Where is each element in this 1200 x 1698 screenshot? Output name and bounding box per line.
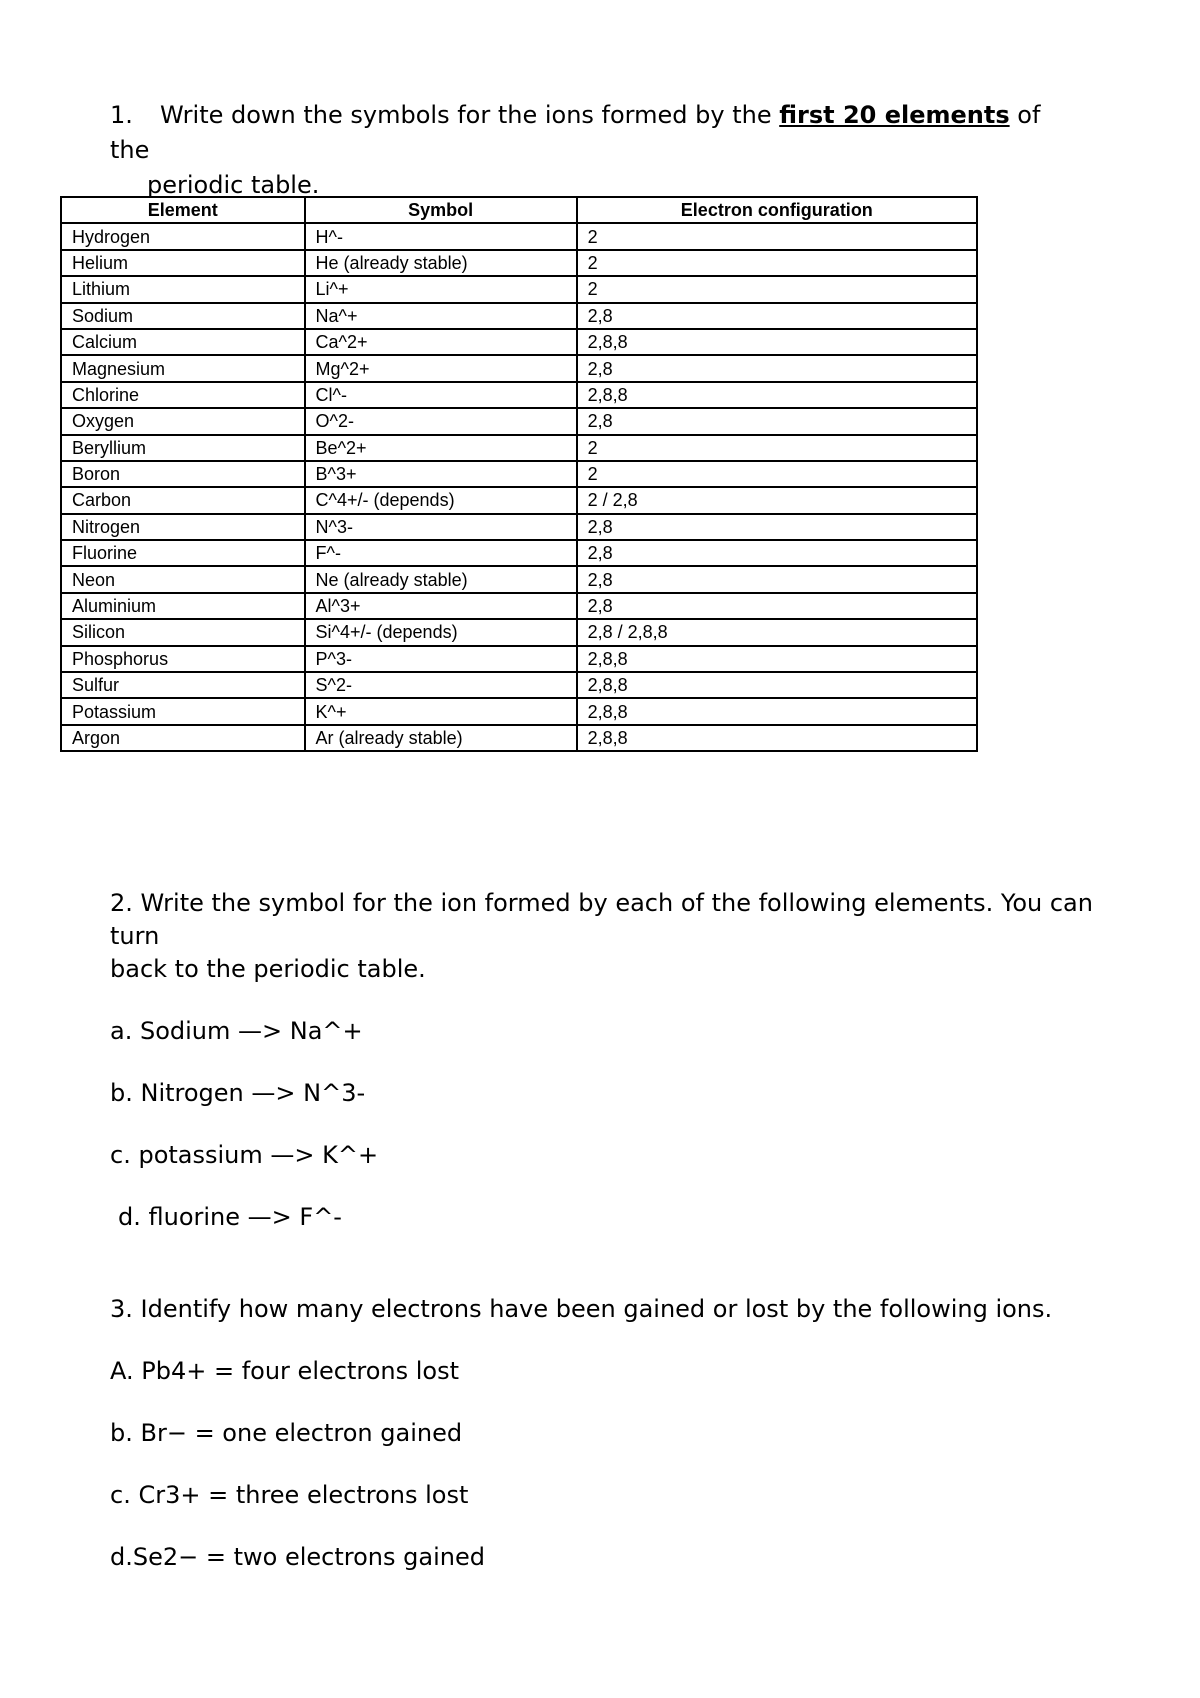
cell-element: Sodium bbox=[61, 303, 305, 329]
cell-element: Silicon bbox=[61, 619, 305, 645]
cell-electron-configuration: 2,8,8 bbox=[577, 329, 977, 355]
cell-element: Chlorine bbox=[61, 382, 305, 408]
table-row bbox=[61, 566, 977, 592]
cell-element: Sulfur bbox=[61, 672, 305, 698]
cell-symbol: Ca^2+ bbox=[305, 329, 577, 355]
cell-symbol: F^- bbox=[305, 540, 577, 566]
cell-symbol: C^4+/- (depends) bbox=[305, 487, 577, 513]
question-3-answer-b: b. Br− = one electron gained bbox=[110, 1419, 463, 1447]
cell-symbol: O^2- bbox=[305, 408, 577, 434]
question-1-line-2: periodic table. bbox=[147, 171, 320, 199]
cell-element: Carbon bbox=[61, 487, 305, 513]
question-1 bbox=[110, 98, 1070, 203]
table-row bbox=[61, 276, 977, 302]
cell-element: Argon bbox=[61, 725, 305, 751]
question-1-text-after: of the bbox=[110, 101, 1041, 164]
cell-element: Aluminium bbox=[61, 593, 305, 619]
header-element: Element bbox=[61, 197, 305, 223]
cell-symbol: He (already stable) bbox=[305, 250, 577, 276]
cell-element: Helium bbox=[61, 250, 305, 276]
cell-element: Potassium bbox=[61, 698, 305, 724]
question-3-answers bbox=[110, 1355, 1110, 1603]
cell-electron-configuration: 2,8 bbox=[577, 514, 977, 540]
cell-electron-configuration: 2,8,8 bbox=[577, 672, 977, 698]
cell-symbol: Cl^- bbox=[305, 382, 577, 408]
question-2-line-1: 2. Write the symbol for the ion formed by each of the following elements. You can turn bbox=[110, 889, 1093, 950]
question-2-answer-b: b. Nitrogen —> N^3- bbox=[110, 1079, 366, 1107]
table-row bbox=[61, 223, 977, 249]
cell-symbol: Na^+ bbox=[305, 303, 577, 329]
question-3-line-1: 3. Identify how many electrons have been gained or lost by the following ions. bbox=[110, 1295, 1053, 1323]
cell-electron-configuration: 2,8 bbox=[577, 540, 977, 566]
table-body bbox=[61, 223, 977, 751]
table-row bbox=[61, 487, 977, 513]
cell-electron-configuration: 2 bbox=[577, 250, 977, 276]
table-row bbox=[61, 461, 977, 487]
cell-electron-configuration: 2,8,8 bbox=[577, 725, 977, 751]
cell-symbol: B^3+ bbox=[305, 461, 577, 487]
cell-element: Phosphorus bbox=[61, 646, 305, 672]
table-row bbox=[61, 435, 977, 461]
cell-element: Fluorine bbox=[61, 540, 305, 566]
cell-symbol: Li^+ bbox=[305, 276, 577, 302]
cell-element: Lithium bbox=[61, 276, 305, 302]
cell-electron-configuration: 2,8,8 bbox=[577, 382, 977, 408]
table-header-row bbox=[61, 197, 977, 223]
question-1-number: 1. bbox=[110, 101, 133, 129]
cell-symbol: Al^3+ bbox=[305, 593, 577, 619]
question-2-answer-c: c. potassium —> K^+ bbox=[110, 1141, 379, 1169]
table-row bbox=[61, 250, 977, 276]
cell-electron-configuration: 2,8,8 bbox=[577, 698, 977, 724]
cell-symbol: Si^4+/- (depends) bbox=[305, 619, 577, 645]
table-row bbox=[61, 514, 977, 540]
cell-electron-configuration: 2,8,8 bbox=[577, 646, 977, 672]
cell-symbol: Be^2+ bbox=[305, 435, 577, 461]
cell-electron-configuration: 2,8 bbox=[577, 355, 977, 381]
cell-symbol: Mg^2+ bbox=[305, 355, 577, 381]
table-row bbox=[61, 355, 977, 381]
table-row bbox=[61, 725, 977, 751]
cell-electron-configuration: 2 / 2,8 bbox=[577, 487, 977, 513]
cell-element: Magnesium bbox=[61, 355, 305, 381]
table-row bbox=[61, 646, 977, 672]
cell-electron-configuration: 2 bbox=[577, 461, 977, 487]
cell-element: Boron bbox=[61, 461, 305, 487]
cell-element: Beryllium bbox=[61, 435, 305, 461]
cell-electron-configuration: 2 bbox=[577, 435, 977, 461]
question-3-answer-c: c. Cr3+ = three electrons lost bbox=[110, 1481, 469, 1509]
cell-electron-configuration: 2 bbox=[577, 223, 977, 249]
table-row bbox=[61, 593, 977, 619]
cell-electron-configuration: 2,8 / 2,8,8 bbox=[577, 619, 977, 645]
cell-symbol: Ne (already stable) bbox=[305, 566, 577, 592]
cell-symbol: Ar (already stable) bbox=[305, 725, 577, 751]
cell-element: Hydrogen bbox=[61, 223, 305, 249]
question-1-line-1 bbox=[110, 98, 1070, 168]
question-3-answer-a: A. Pb4+ = four electrons lost bbox=[110, 1357, 459, 1385]
table-row bbox=[61, 698, 977, 724]
question-1-emphasis: first 20 elements bbox=[779, 101, 1010, 129]
cell-symbol: K^+ bbox=[305, 698, 577, 724]
cell-symbol: S^2- bbox=[305, 672, 577, 698]
cell-electron-configuration: 2,8 bbox=[577, 566, 977, 592]
table-row bbox=[61, 619, 977, 645]
question-2-answers bbox=[110, 1015, 1110, 1263]
cell-symbol: H^- bbox=[305, 223, 577, 249]
cell-element: Nitrogen bbox=[61, 514, 305, 540]
header-electron-configuration: Electron configuration bbox=[577, 197, 977, 223]
question-2 bbox=[110, 887, 1110, 1263]
table-row bbox=[61, 382, 977, 408]
question-2-answer-a: a. Sodium —> Na^+ bbox=[110, 1017, 363, 1045]
cell-electron-configuration: 2,8 bbox=[577, 303, 977, 329]
question-2-answer-d: d. fluorine —> F^- bbox=[118, 1203, 342, 1231]
cell-element: Neon bbox=[61, 566, 305, 592]
table-row bbox=[61, 329, 977, 355]
cell-electron-configuration: 2,8 bbox=[577, 593, 977, 619]
cell-symbol: N^3- bbox=[305, 514, 577, 540]
cell-electron-configuration: 2,8 bbox=[577, 408, 977, 434]
cell-element: Oxygen bbox=[61, 408, 305, 434]
header-symbol: Symbol bbox=[305, 197, 577, 223]
cell-electron-configuration: 2 bbox=[577, 276, 977, 302]
table-row bbox=[61, 303, 977, 329]
table-row bbox=[61, 408, 977, 434]
cell-symbol: P^3- bbox=[305, 646, 577, 672]
table-row bbox=[61, 672, 977, 698]
ions-table bbox=[60, 196, 978, 752]
question-1-text-before: Write down the symbols for the ions formed by the bbox=[160, 101, 780, 129]
question-3 bbox=[110, 1293, 1110, 1603]
table-row bbox=[61, 540, 977, 566]
question-3-answer-d: d.Se2− = two electrons gained bbox=[110, 1543, 485, 1571]
question-2-line-2: back to the periodic table. bbox=[110, 955, 426, 983]
cell-element: Calcium bbox=[61, 329, 305, 355]
